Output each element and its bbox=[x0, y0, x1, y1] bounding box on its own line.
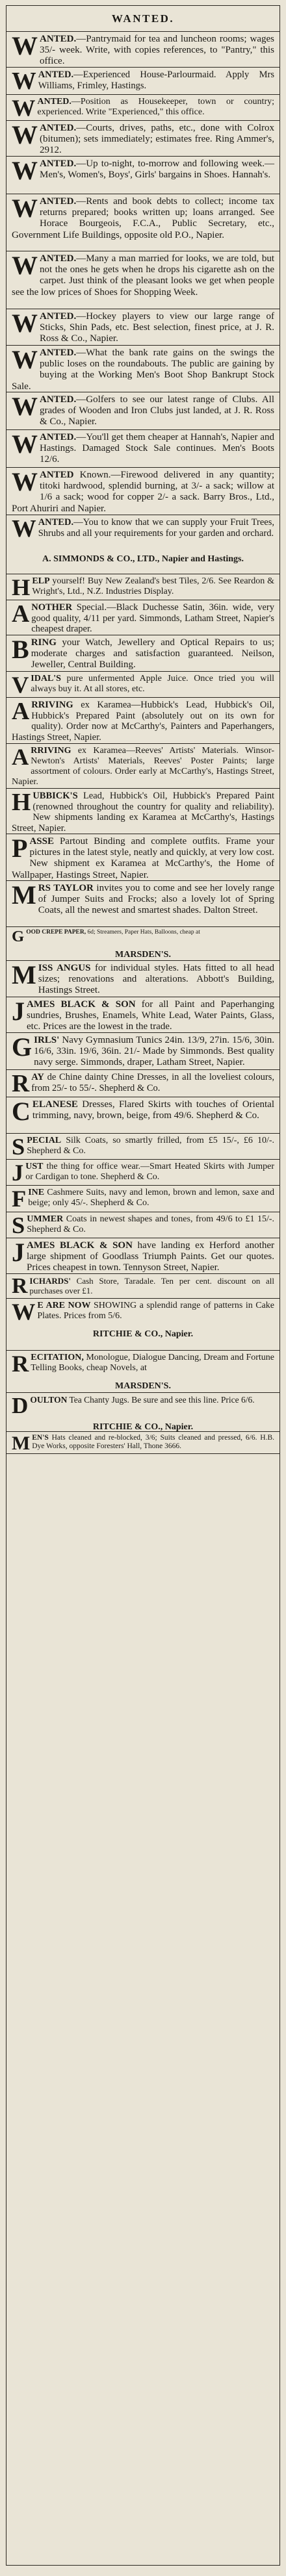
ad-body bbox=[12, 672, 274, 698]
classified-ad bbox=[6, 1070, 280, 1097]
ad-body bbox=[12, 602, 274, 635]
ad-lead-word: OULTON bbox=[30, 1395, 68, 1405]
classified-ad bbox=[6, 515, 280, 550]
classified-column bbox=[6, 5, 280, 2566]
drop-capital: W bbox=[12, 194, 38, 223]
ad-body bbox=[12, 394, 274, 428]
classified-ad bbox=[6, 789, 280, 834]
ad-body bbox=[12, 928, 274, 945]
drop-capital: H bbox=[12, 574, 31, 600]
ad-text: Special.—Black Duchesse Satin, 36in. wide, very good quality, 4/11 per yard. Simmonds, Latham Street, Napier's cheapest draper. bbox=[31, 602, 274, 635]
ad-lead-word: ANTED. bbox=[37, 97, 72, 107]
ad-signature bbox=[6, 1377, 280, 1393]
ad-body bbox=[12, 68, 274, 95]
ad-text: —Pantrymaid for tea and luncheon rooms; wages 35/- week. Write, with copies references, to "Pantry," this office. bbox=[40, 34, 274, 67]
ad-body bbox=[12, 700, 274, 743]
ad-signature bbox=[6, 1418, 280, 1432]
classified-ad bbox=[6, 1212, 280, 1238]
ad-lead-word: ELP bbox=[32, 576, 50, 586]
ad-text: the thing for office wear.—Smart Heated Skirts with Jumper or Cardigan to tone. Shepherd & Co. bbox=[25, 1162, 274, 1182]
ad-text: —Position as Housekeeper, town or country; experienced. Write "Experienced," this office. bbox=[37, 97, 274, 118]
ad-text: yourself! Buy New Zealand's best Tiles, 2/6. See Reardon & Wright's, Ltd., N.Z. Industries Display. bbox=[32, 576, 274, 597]
drop-capital: W bbox=[12, 95, 36, 121]
ad-lead-word: UST bbox=[25, 1162, 44, 1171]
ad-lead-word: ANTED. bbox=[40, 394, 77, 405]
ad-text: 6d; Streamers, Paper Hats, Balloons, cheap at bbox=[86, 929, 200, 936]
classified-ad bbox=[6, 32, 280, 68]
section-heading-box bbox=[6, 6, 280, 32]
classified-ad bbox=[6, 997, 280, 1033]
drop-capital: W bbox=[12, 121, 38, 149]
ad-text: pure unfermented Apple Juice. Once tried you will always buy it. At all stores, etc. bbox=[31, 674, 274, 695]
classified-ad bbox=[6, 834, 280, 881]
ad-text: —Courts, drives, paths, etc., done with Colrox (bitumen); sets immediately; estimates free. Ring Ammer's, 2912. bbox=[40, 123, 274, 156]
ad-lead-word: UMMER bbox=[27, 1214, 64, 1224]
classified-ad bbox=[6, 698, 280, 744]
classified-ad bbox=[6, 1134, 280, 1160]
classified-ad bbox=[6, 1274, 280, 1299]
ad-lead-word: IDAL'S bbox=[31, 674, 61, 683]
ad-body bbox=[12, 1299, 274, 1325]
drop-capital: W bbox=[12, 157, 38, 185]
drop-capital: M bbox=[12, 881, 36, 910]
ad-lead-word: ANTED. bbox=[40, 253, 77, 264]
drop-capital: W bbox=[12, 1299, 36, 1325]
ad-lead-word: RS TAYLOR bbox=[38, 883, 94, 893]
drop-capital: W bbox=[12, 392, 38, 421]
classified-ad bbox=[6, 346, 280, 392]
ad-text: —Rents and book debts to collect; income tax returns prepared; books written up; loans arranged. See Horace Bourgeois, F.C.A., Public Secretary, etc., Government Life Buildings, opposite old P.O., Napier. bbox=[12, 196, 274, 240]
drop-capital: W bbox=[12, 346, 38, 374]
classified-ad bbox=[6, 1393, 280, 1418]
ads-list bbox=[6, 32, 280, 1454]
ad-text: Cash Store, Taradale. Ten per cent. discount on all purchases over £1. bbox=[29, 1276, 274, 1295]
ad-lead-word: INE bbox=[28, 1188, 45, 1197]
classified-ad bbox=[6, 600, 280, 635]
classified-ad bbox=[6, 927, 280, 945]
classified-ad bbox=[6, 68, 280, 95]
ad-text: de Chine dainty Chine Dresses, in all the loveliest colours, from 25/- to 55/-. Shepherd & Co. bbox=[31, 1072, 274, 1093]
classified-ad bbox=[6, 1432, 280, 1454]
ad-body bbox=[12, 470, 274, 515]
ad-lead-word: ANTED. bbox=[40, 123, 77, 133]
classified-ad bbox=[6, 157, 280, 194]
ad-text: Hats cleaned and re-blocked, 3/6; Suits cleaned and pressed, 6/6. H.B. Dye Works, opposite Foresters' Hall, Thone 3666. bbox=[32, 1434, 274, 1451]
drop-capital: C bbox=[12, 1097, 31, 1126]
ad-text: Dresses, Flared Skirts with touches of Oriental trimming, navy, brown, beige, from 49/6. Shepherd & Co. bbox=[32, 1099, 274, 1121]
classified-ad bbox=[6, 1238, 280, 1274]
ad-body bbox=[12, 1274, 274, 1298]
classified-ad bbox=[6, 961, 280, 997]
ad-lead-word: ANTED. bbox=[40, 348, 77, 358]
drop-capital: W bbox=[12, 430, 38, 459]
ad-body bbox=[12, 1351, 274, 1377]
ad-body bbox=[12, 836, 274, 881]
ad-body bbox=[12, 1212, 274, 1238]
ad-lead-word: ASSE bbox=[29, 836, 54, 847]
ad-body bbox=[12, 1035, 274, 1069]
ad-signature bbox=[6, 550, 280, 574]
drop-capital: G bbox=[12, 928, 25, 945]
ad-signature-text: MARSDEN'S. bbox=[115, 950, 171, 960]
classified-ad bbox=[6, 468, 280, 515]
ad-lead-word: NOTHER bbox=[31, 602, 73, 613]
classified-ad bbox=[6, 1033, 280, 1070]
classified-ad bbox=[6, 1186, 280, 1212]
ad-lead-word: AY bbox=[31, 1072, 44, 1082]
ad-lead-word: ANTED. bbox=[40, 311, 77, 322]
ad-lead-word: PECIAL bbox=[27, 1136, 62, 1145]
ad-body bbox=[12, 1186, 274, 1212]
drop-capital: J bbox=[12, 997, 25, 1026]
classified-ad bbox=[6, 121, 280, 157]
ad-body bbox=[12, 95, 274, 121]
drop-capital: W bbox=[12, 309, 38, 338]
ad-text: invites you to come and see her lovely range of Jumper Suits and Frocks; also a lovely lot of Spring Coats, all the newest and smartest shades. Dalton Street. bbox=[38, 883, 275, 916]
classified-ad bbox=[6, 635, 280, 672]
classified-ad bbox=[6, 1351, 280, 1377]
ad-lead-word: ANTED. bbox=[38, 517, 74, 528]
ad-signature-text: A. SIMMONDS & CO., LTD., Napier and Hastings. bbox=[42, 554, 244, 564]
drop-capital: G bbox=[12, 1033, 32, 1062]
ad-lead-word: E ARE NOW bbox=[37, 1301, 91, 1310]
ad-body bbox=[12, 574, 274, 600]
ad-text: —Up to-night, to-morrow and following week.—Men's, Women's, Boys', Girls' bargains in Shoes. Hannah's. bbox=[40, 159, 274, 181]
ad-text: your Watch, Jewellery and Optical Repairs to us; moderate charges and satisfaction guaranteed. Neilson, Jeweller, Central Building. bbox=[31, 637, 274, 670]
drop-capital: W bbox=[12, 32, 38, 60]
ad-signature bbox=[6, 945, 280, 961]
classified-ad bbox=[6, 194, 280, 251]
classified-ad bbox=[6, 1299, 280, 1325]
drop-capital: H bbox=[12, 789, 31, 816]
ad-text: Cashmere Suits, navy and lemon, brown and lemon, saxe and beige; only 45/-. Shepherd & Co. bbox=[28, 1188, 274, 1208]
ad-lead-word: ICHARDS' bbox=[29, 1276, 71, 1286]
ad-text: —Hockey players to view our large range of Sticks, Shin Pads, etc. Best selection, finest price, at J. R. Ross & Co., Napier. bbox=[40, 311, 274, 344]
ad-body bbox=[12, 999, 274, 1033]
ad-signature-text: RITCHIE & CO., Napier. bbox=[92, 1329, 194, 1339]
classified-ad bbox=[6, 392, 280, 430]
ad-lead-word: UBBICK'S bbox=[32, 791, 78, 801]
ad-lead-word: AMES BLACK & SON bbox=[27, 1240, 133, 1251]
classified-ad bbox=[6, 574, 280, 600]
ad-text: —Many a man married for looks, we are told, but not the ones he gets when he drops his cigarette ash on the carpet. Just think of the pleasant looks we get when people see the low prices of Shoes for Shopping Week. bbox=[12, 253, 274, 298]
drop-capital: D bbox=[12, 1393, 29, 1418]
ad-body bbox=[12, 883, 274, 917]
ad-signature-text: MARSDEN'S. bbox=[115, 1381, 171, 1391]
ad-text: Tea Chanty Jugs. Be sure and see this line. Price 6/6. bbox=[67, 1395, 255, 1405]
ad-lead-word: ANTED. bbox=[40, 34, 77, 44]
classified-ad bbox=[6, 430, 280, 468]
ad-body bbox=[12, 348, 274, 392]
drop-capital: P bbox=[12, 834, 28, 863]
ad-body bbox=[12, 1134, 274, 1160]
ad-body bbox=[12, 791, 274, 834]
ad-body bbox=[12, 253, 274, 298]
ad-lead-word: OOD CREPE PAPER, bbox=[26, 929, 86, 936]
ad-lead-word: AMES BLACK & SON bbox=[27, 999, 136, 1010]
ad-lead-word: ELANESE bbox=[32, 1099, 78, 1110]
drop-capital: M bbox=[12, 961, 36, 989]
drop-capital: R bbox=[12, 1274, 28, 1298]
drop-capital: M bbox=[12, 1433, 31, 1454]
ad-signature bbox=[6, 1325, 280, 1351]
ad-lead-word: ANTED. bbox=[40, 432, 77, 442]
ad-text: Known.—Firewood delivered in any quantity; titoki hardwood, splendid burning, at 3/- a sack; willow at 1/6 a sack; wood for copper 2/- a sack. Barry Bros., Ltd., Port Ahuriri and Napier. bbox=[12, 470, 274, 514]
drop-capital: W bbox=[12, 515, 36, 542]
ad-text: Navy Gymnasium Tunics 24in. 13/9, 27in. 15/6, 30in. 16/6, 33in. 19/6, 36in. 21/- Made by Simmonds. Best quality navy serge. Simmonds, draper, Latham Street, Napier. bbox=[34, 1035, 274, 1068]
drop-capital: R bbox=[12, 1351, 29, 1377]
classified-ad bbox=[6, 1097, 280, 1134]
ad-text: have landing ex Herford another large shipment of Goodlass Triumph Paints. Get our quotes. Prices cheapest in town. Tennyson Street, Napier. bbox=[27, 1240, 274, 1273]
ad-lead-word: ANTED bbox=[40, 470, 74, 480]
ad-text: Partout Binding and complete outfits. Frame your pictures in the latest style, neatly and quickly, at very low cost. New shipment ex Karamea at McCarthy's, the Home of Wallpaper, Hastings Street, Napier. bbox=[12, 836, 274, 880]
classified-ad bbox=[6, 1160, 280, 1186]
drop-capital: R bbox=[12, 1070, 30, 1097]
ad-body bbox=[12, 196, 274, 241]
ad-body bbox=[12, 1393, 274, 1418]
drop-capital: A bbox=[12, 698, 30, 725]
drop-capital: A bbox=[12, 744, 29, 770]
drop-capital: F bbox=[12, 1186, 27, 1212]
ad-lead-word: ISS ANGUS bbox=[38, 963, 91, 973]
classified-ad bbox=[6, 309, 280, 346]
ad-lead-word: ECITATION, bbox=[31, 1353, 84, 1362]
drop-capital: J bbox=[12, 1160, 24, 1186]
ad-body bbox=[12, 515, 274, 542]
classified-ad bbox=[6, 251, 280, 309]
ad-text: ex Karamea—Reeves' Artists' Materials. Winsor-Newton's Artists' Materials, Reeves' Poster Paints; large assortment of colours. Order early at McCarthy's, Hastings Street, Napier. bbox=[12, 746, 274, 787]
classified-ad bbox=[6, 95, 280, 121]
drop-capital: J bbox=[12, 1238, 25, 1267]
ad-text: Lead, Hubbick's Oil, Hubbick's Prepared Paint (renowned throughout the country for quality and reliability). New shipments landing ex Karamea at McCarthy's, Hastings Street, Napier. bbox=[12, 791, 274, 834]
ad-body bbox=[12, 746, 274, 787]
drop-capital: S bbox=[12, 1212, 25, 1238]
ad-signature-text: RITCHIE & CO., Napier. bbox=[92, 1422, 194, 1432]
ad-lead-word: EN'S bbox=[32, 1434, 49, 1442]
classified-ad bbox=[6, 881, 280, 927]
ad-body bbox=[12, 34, 274, 68]
ad-body bbox=[12, 1160, 274, 1186]
drop-capital: B bbox=[12, 635, 29, 664]
ad-body bbox=[12, 311, 274, 345]
ad-body bbox=[12, 637, 274, 671]
ad-body bbox=[12, 963, 274, 997]
ad-lead-word: ANTED. bbox=[38, 70, 74, 80]
ad-text: SHOWING a splendid range of patterns in Cake Plates. Prices from 5/6. bbox=[37, 1301, 274, 1321]
drop-capital: A bbox=[12, 600, 30, 628]
ad-body bbox=[12, 432, 274, 466]
drop-capital: W bbox=[12, 468, 38, 496]
ad-body bbox=[12, 1240, 274, 1274]
ad-body bbox=[12, 1097, 274, 1126]
ad-lead-word: ANTED. bbox=[40, 196, 77, 207]
ad-text: for individual styles. Hats fitted to all head sizes; renovations and alterations. Abbott's Building, Hastings Street. bbox=[38, 963, 275, 996]
ad-body bbox=[12, 1433, 274, 1454]
section-heading: WANTED. bbox=[111, 12, 175, 25]
ad-lead-word: IRLS' bbox=[34, 1035, 60, 1045]
ad-text: —Experienced House-Parlourmaid. Apply Mrs Williams, Frimley, Hastings. bbox=[38, 70, 274, 91]
ad-text: —What the bank rate gains on the swings the public loses on the roundabouts. The public are gaining by buying at the Working Men's Boot Shop Bankrupt Stock Sale. bbox=[12, 348, 274, 392]
drop-capital: W bbox=[12, 68, 36, 95]
drop-capital: V bbox=[12, 672, 29, 698]
ad-text: Silk Coats, so smartly frilled, from £5 15/-, £6 10/-. Shepherd & Co. bbox=[27, 1136, 274, 1156]
ad-lead-word: ANTED. bbox=[40, 159, 77, 169]
ad-text: —You to know that we can supply your Fruit Trees, Shrubs and all your requirements for your garden and orchard. bbox=[38, 517, 274, 539]
ad-text: Monologue, Dialogue Dancing, Dream and Fortune Telling Books, cheap Novels, at bbox=[31, 1353, 274, 1373]
ad-lead-word: RING bbox=[31, 637, 57, 648]
ad-text: —You'll get them cheaper at Hannah's, Napier and Hastings. Damaged Stock Sale continues. Men's Boots 12/6. bbox=[40, 432, 274, 465]
ad-lead-word: RRIVING bbox=[31, 700, 73, 710]
drop-capital: W bbox=[12, 251, 38, 280]
ad-lead-word: RRIVING bbox=[31, 746, 72, 756]
ad-body bbox=[12, 123, 274, 157]
ad-text: ex Karamea—Hubbick's Lead, Hubbick's Oil, Hubbick's Prepared Paint (absolutely out on its own for quality). Order now at McCarthy's, Painters and Paperhangers, Hastings Street, Napier. bbox=[12, 700, 274, 743]
drop-capital: S bbox=[12, 1134, 25, 1160]
classified-ad bbox=[6, 672, 280, 698]
ad-text: —Golfers to see our latest range of Clubs. All grades of Wooden and Iron Clubs just landed, at J. R. Ross & Co., Napier. bbox=[40, 394, 274, 427]
ad-body bbox=[12, 1070, 274, 1097]
ad-text: Coats in newest shapes and tones, from 49/6 to £1 15/-. Shepherd & Co. bbox=[27, 1214, 274, 1235]
ad-text: for all Paint and Paperhanging sundries, Brushes, Enamels, White Lead, Water Paints, Glass, etc. Prices are the lowest in the trade. bbox=[27, 999, 274, 1032]
ad-body bbox=[12, 157, 274, 185]
classified-ad bbox=[6, 744, 280, 789]
